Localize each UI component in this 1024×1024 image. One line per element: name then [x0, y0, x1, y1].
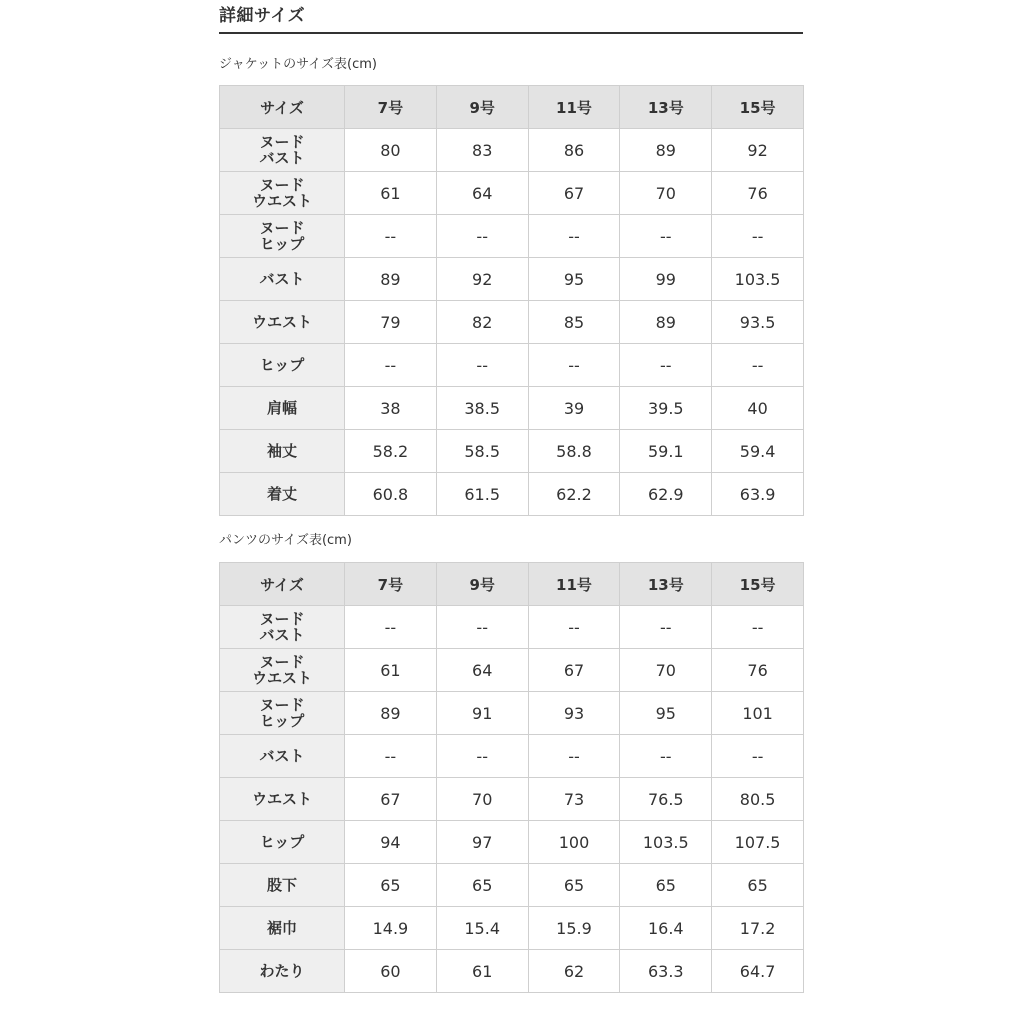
measurement-cell: 91	[436, 692, 528, 735]
table-row	[220, 692, 804, 735]
table-row	[220, 258, 804, 301]
measurement-cell: 65	[620, 864, 712, 907]
measurement-cell: 85	[528, 301, 620, 344]
measurement-cell: 62.2	[528, 473, 620, 516]
measurement-cell: 61.5	[436, 473, 528, 516]
measurement-cell: 101	[712, 692, 804, 735]
row-label	[220, 387, 345, 430]
measurement-cell: 89	[620, 301, 712, 344]
measurement-cell: 107.5	[712, 821, 804, 864]
measurement-cell: 59.1	[620, 430, 712, 473]
measurement-cell: 93.5	[712, 301, 804, 344]
row-label-text: ヒップ	[259, 712, 305, 730]
measurement-cell: 82	[436, 301, 528, 344]
size-column-header: サイズ	[220, 563, 345, 606]
measurement-cell: --	[528, 215, 620, 258]
row-label-text: ウエスト	[251, 669, 312, 687]
measurement-cell: 58.8	[528, 430, 620, 473]
row-label	[220, 172, 345, 215]
size-column-header: サイズ	[220, 86, 345, 129]
row-label	[220, 258, 345, 301]
measurement-cell: 65	[712, 864, 804, 907]
row-label	[220, 606, 345, 649]
row-label	[220, 778, 345, 821]
measurement-cell: 62	[528, 950, 620, 993]
table-row	[220, 430, 804, 473]
size-header-cell: 7号	[345, 86, 437, 129]
measurement-cell: --	[436, 606, 528, 649]
measurement-cell: --	[436, 735, 528, 778]
row-label-text: ヒップ	[259, 356, 305, 374]
pants-size-table	[219, 562, 804, 993]
row-label	[220, 344, 345, 387]
row-label-text: 着丈	[266, 485, 297, 503]
measurement-cell: --	[528, 344, 620, 387]
measurement-cell: --	[436, 215, 528, 258]
table-row	[220, 649, 804, 692]
table-row	[220, 172, 804, 215]
size-header-cell: 7号	[345, 563, 437, 606]
size-header-cell: 15号	[712, 86, 804, 129]
measurement-cell: --	[620, 344, 712, 387]
row-label-text: ヌード	[259, 133, 305, 151]
row-label-text: ウエスト	[251, 192, 312, 210]
row-label	[220, 692, 345, 735]
measurement-cell: --	[620, 735, 712, 778]
measurement-cell: 80.5	[712, 778, 804, 821]
size-header-cell: 11号	[528, 86, 620, 129]
measurement-cell: 63.9	[712, 473, 804, 516]
measurement-cell: 60.8	[345, 473, 437, 516]
measurement-cell: 61	[436, 950, 528, 993]
row-label-text: 袖丈	[266, 442, 297, 460]
measurement-cell: --	[712, 735, 804, 778]
measurement-cell: --	[345, 344, 437, 387]
measurement-cell: --	[345, 215, 437, 258]
measurement-cell: 60	[345, 950, 437, 993]
measurement-cell: --	[620, 215, 712, 258]
table-row	[220, 950, 804, 993]
jacket-table-caption: ジャケットのサイズ表(cm)	[219, 57, 378, 72]
table-row	[220, 387, 804, 430]
measurement-cell: 67	[528, 172, 620, 215]
measurement-cell: 39.5	[620, 387, 712, 430]
measurement-cell: --	[620, 606, 712, 649]
measurement-cell: --	[712, 344, 804, 387]
row-label-text: バスト	[259, 149, 305, 167]
measurement-cell: --	[345, 606, 437, 649]
row-label-text: ヌード	[259, 696, 305, 714]
measurement-cell: 15.4	[436, 907, 528, 950]
measurement-cell: 64	[436, 172, 528, 215]
row-label	[220, 215, 345, 258]
measurement-cell: 70	[620, 649, 712, 692]
table-row	[220, 735, 804, 778]
row-label-text: 肩幅	[266, 399, 297, 417]
measurement-cell: --	[436, 344, 528, 387]
measurement-cell: 64	[436, 649, 528, 692]
measurement-cell: 73	[528, 778, 620, 821]
measurement-cell: 93	[528, 692, 620, 735]
size-header-cell: 9号	[436, 86, 528, 129]
measurement-cell: --	[528, 735, 620, 778]
size-guide	[219, 0, 803, 993]
measurement-cell: 38.5	[436, 387, 528, 430]
measurement-cell: 94	[345, 821, 437, 864]
table-row	[220, 129, 804, 172]
row-label	[220, 301, 345, 344]
row-label-text: バスト	[259, 270, 305, 288]
pants-table-caption: パンツのサイズ表(cm)	[219, 533, 352, 548]
measurement-cell: 65	[436, 864, 528, 907]
measurement-cell: 76.5	[620, 778, 712, 821]
table-row	[220, 778, 804, 821]
row-label	[220, 129, 345, 172]
row-label-text: ウエスト	[251, 790, 312, 808]
table-row	[220, 473, 804, 516]
measurement-cell: 97	[436, 821, 528, 864]
size-header-cell: 9号	[436, 563, 528, 606]
measurement-cell: 92	[712, 129, 804, 172]
measurement-cell: 61	[345, 649, 437, 692]
measurement-cell: 58.2	[345, 430, 437, 473]
jacket-size-table	[219, 85, 804, 516]
measurement-cell: 86	[528, 129, 620, 172]
row-label-text: 股下	[266, 876, 297, 894]
row-label-text: バスト	[259, 626, 305, 644]
row-label-text: ヌード	[259, 219, 305, 237]
size-header-cell: 11号	[528, 563, 620, 606]
measurement-cell: 65	[345, 864, 437, 907]
measurement-cell: --	[345, 735, 437, 778]
row-label-text: ヌード	[259, 653, 305, 671]
measurement-cell: 89	[345, 692, 437, 735]
row-label	[220, 430, 345, 473]
measurement-cell: 67	[528, 649, 620, 692]
measurement-cell: --	[712, 215, 804, 258]
row-label-text: バスト	[259, 747, 305, 765]
measurement-cell: 17.2	[712, 907, 804, 950]
table-row	[220, 301, 804, 344]
row-label-text: わたり	[259, 962, 305, 980]
measurement-cell: 16.4	[620, 907, 712, 950]
table-header-row	[220, 86, 804, 129]
table-row	[220, 344, 804, 387]
measurement-cell: 83	[436, 129, 528, 172]
table-row	[220, 864, 804, 907]
row-label	[220, 473, 345, 516]
size-header-cell: 13号	[620, 563, 712, 606]
measurement-cell: 76	[712, 172, 804, 215]
row-label	[220, 907, 345, 950]
row-label	[220, 821, 345, 864]
measurement-cell: 58.5	[436, 430, 528, 473]
measurement-cell: 59.4	[712, 430, 804, 473]
row-label	[220, 735, 345, 778]
measurement-cell: 79	[345, 301, 437, 344]
measurement-cell: 38	[345, 387, 437, 430]
measurement-cell: 95	[528, 258, 620, 301]
table-row	[220, 606, 804, 649]
measurement-cell: 62.9	[620, 473, 712, 516]
measurement-cell: 61	[345, 172, 437, 215]
row-label	[220, 649, 345, 692]
size-header-cell: 13号	[620, 86, 712, 129]
measurement-cell: 14.9	[345, 907, 437, 950]
table-row	[220, 821, 804, 864]
row-label-text: 裾巾	[266, 919, 297, 937]
measurement-cell: 89	[345, 258, 437, 301]
table-header-row	[220, 563, 804, 606]
table-row	[220, 215, 804, 258]
measurement-cell: 65	[528, 864, 620, 907]
measurement-cell: 70	[436, 778, 528, 821]
measurement-cell: 89	[620, 129, 712, 172]
measurement-cell: 76	[712, 649, 804, 692]
measurement-cell: 80	[345, 129, 437, 172]
measurement-cell: 67	[345, 778, 437, 821]
row-label-text: ヒップ	[259, 833, 305, 851]
measurement-cell: 15.9	[528, 907, 620, 950]
row-label	[220, 950, 345, 993]
row-label-text: ウエスト	[251, 313, 312, 331]
measurement-cell: 40	[712, 387, 804, 430]
measurement-cell: 63.3	[620, 950, 712, 993]
row-label	[220, 864, 345, 907]
table-row	[220, 907, 804, 950]
measurement-cell: 39	[528, 387, 620, 430]
measurement-cell: 95	[620, 692, 712, 735]
row-label-text: ヒップ	[259, 235, 305, 253]
page-title: 詳細サイズ	[219, 0, 803, 34]
row-label-text: ヌード	[259, 610, 305, 628]
measurement-cell: 103.5	[712, 258, 804, 301]
size-header-cell: 15号	[712, 563, 804, 606]
measurement-cell: 100	[528, 821, 620, 864]
measurement-cell: --	[528, 606, 620, 649]
row-label-text: ヌード	[259, 176, 305, 194]
measurement-cell: 70	[620, 172, 712, 215]
measurement-cell: 99	[620, 258, 712, 301]
measurement-cell: 103.5	[620, 821, 712, 864]
measurement-cell: 92	[436, 258, 528, 301]
measurement-cell: --	[712, 606, 804, 649]
measurement-cell: 64.7	[712, 950, 804, 993]
